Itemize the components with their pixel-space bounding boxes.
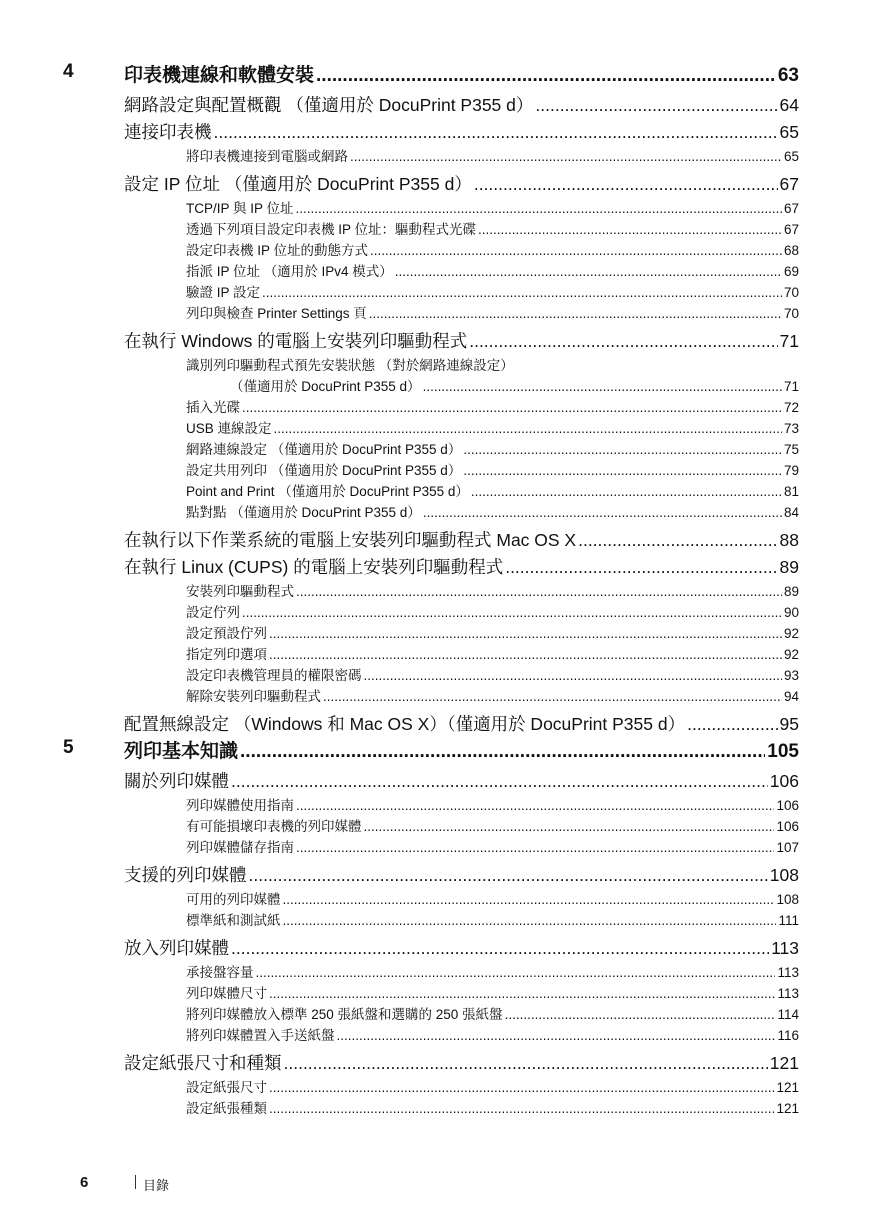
dot-leader	[395, 264, 782, 279]
dot-leader	[369, 306, 782, 321]
entry-page: 67	[783, 201, 799, 216]
subsection-entry[interactable]	[186, 643, 799, 663]
entry-title: 設定印表機 IP 位址的動態方式	[186, 243, 369, 258]
dot-leader	[463, 463, 782, 478]
entry-title: 設定共用列印 （僅適用於 DocuPrint P355 d）	[186, 463, 462, 478]
entry-page: 106	[776, 819, 799, 834]
subsection-entry[interactable]	[186, 982, 799, 1002]
subsection-entry[interactable]	[186, 622, 799, 642]
dot-leader	[283, 913, 777, 928]
subsection-entry[interactable]	[186, 888, 799, 908]
dot-leader	[469, 331, 777, 352]
entry-page: 70	[783, 285, 799, 300]
entry-page: 108	[776, 892, 799, 907]
entry-page: 90	[783, 605, 799, 620]
entry-title: 在執行 Linux (CUPS) 的電腦上安裝列印驅動程式	[124, 557, 504, 577]
entry-title: 將印表機連接到電腦或網路	[186, 149, 348, 164]
entry-page: 89	[783, 584, 799, 599]
dot-leader	[262, 285, 782, 300]
entry-page: 68	[783, 243, 799, 258]
subsection-entry[interactable]	[186, 836, 799, 856]
entry-page: 114	[777, 1007, 799, 1022]
subsection-entry[interactable]	[186, 664, 799, 684]
entry-page: 67	[783, 222, 799, 237]
entry-title: 有可能損壞印表機的列印媒體	[186, 819, 362, 834]
entry-title: USB 連線設定	[186, 421, 272, 436]
entry-title: 列印媒體使用指南	[186, 798, 294, 813]
entry-page: 111	[778, 913, 799, 928]
entry-title: 列印媒體尺寸	[186, 986, 267, 1001]
entry-title: 支援的列印媒體	[124, 865, 247, 885]
subsection-entry[interactable]	[186, 685, 799, 705]
entry-page: 121	[776, 1101, 799, 1116]
chapter-number: 5	[63, 737, 74, 758]
subsection-entry[interactable]	[186, 281, 799, 301]
entry-page: 79	[783, 463, 799, 478]
entry-title: 可用的列印媒體	[186, 892, 281, 907]
dot-leader	[269, 647, 782, 662]
entry-title: 設定紙張尺寸和種類	[124, 1053, 282, 1073]
entry-title: 設定紙張尺寸	[186, 1080, 267, 1095]
dot-leader	[463, 442, 782, 457]
entry-page: 107	[776, 840, 799, 855]
entry-page: 71	[783, 379, 799, 394]
section-entry[interactable]	[124, 328, 799, 353]
entry-page: 71	[779, 331, 799, 351]
entry-page: 89	[779, 557, 799, 577]
entry-page: 65	[783, 149, 799, 164]
entry-page: 94	[783, 689, 799, 704]
dot-leader	[323, 689, 782, 704]
subsection-entry[interactable]	[186, 396, 799, 416]
entry-title: 關於列印媒體	[124, 771, 229, 791]
footer-section-label: 目錄	[143, 1178, 170, 1193]
subsection-entry[interactable]	[186, 501, 799, 521]
entry-title: 網路連線設定 （僅適用於 DocuPrint P355 d）	[186, 442, 462, 457]
dot-leader	[231, 938, 769, 959]
entry-page: 116	[777, 1028, 799, 1043]
dot-leader	[687, 714, 777, 735]
section-entry[interactable]	[124, 92, 799, 117]
entry-title: 點對點 （僅適用於 DocuPrint P355 d）	[186, 505, 421, 520]
subsection-entry[interactable]	[186, 815, 799, 835]
entry-page: 92	[783, 626, 799, 641]
subsection-entry[interactable]	[186, 239, 799, 259]
entry-title: 列印與檢查 Printer Settings 頁	[186, 306, 367, 321]
entry-title: 放入列印媒體	[124, 938, 229, 958]
entry-title: 解除安裝列印驅動程式	[186, 689, 321, 704]
subsection-entry[interactable]	[186, 260, 799, 280]
dot-leader	[578, 530, 777, 551]
entry-page: 67	[779, 174, 799, 194]
subsection-entry[interactable]	[186, 601, 799, 621]
section-entry[interactable]	[124, 768, 799, 793]
subsection-entry[interactable]	[186, 480, 799, 500]
dot-leader	[269, 626, 782, 641]
dot-leader	[214, 122, 778, 143]
chapter-title: 列印基本知識	[124, 741, 239, 762]
entry-title: 將列印媒體放入標準 250 張紙盤和選購的 250 張紙盤	[186, 1007, 503, 1022]
entry-page: 73	[783, 421, 799, 436]
entry-title: 將列印媒體置入手送紙盤	[186, 1028, 335, 1043]
entry-page: 113	[777, 965, 799, 980]
subsection-entry[interactable]	[186, 580, 799, 600]
chapter-title-row[interactable]	[124, 60, 799, 87]
dot-leader	[370, 243, 782, 258]
chapter-title-row[interactable]	[124, 736, 799, 763]
chapter-page: 63	[777, 65, 799, 86]
subsection-entry[interactable]	[186, 1003, 799, 1023]
subsection-entry[interactable]	[186, 417, 799, 437]
entry-title: 透過下列項目設定印表機 IP 位址：驅動程式光碟	[186, 222, 477, 237]
entry-title: 設定佇列	[186, 605, 240, 620]
subsection-entry[interactable]	[186, 145, 799, 165]
entry-page: 95	[779, 714, 799, 734]
dot-leader	[256, 965, 776, 980]
entry-title: 安裝列印驅動程式	[186, 584, 294, 599]
entry-page: 113	[771, 938, 799, 958]
dot-leader	[535, 95, 777, 116]
dot-leader	[242, 605, 782, 620]
entry-page: 106	[769, 771, 799, 791]
entry-page: 93	[783, 668, 799, 683]
entry-page: 92	[783, 647, 799, 662]
entry-page: 121	[769, 1053, 799, 1073]
section-entry[interactable]	[124, 862, 799, 887]
entry-title: 設定紙張種類	[186, 1101, 267, 1116]
entry-title: 列印媒體儲存指南	[186, 840, 294, 855]
dot-leader	[269, 1101, 774, 1116]
entry-title: 網路設定與配置概觀 （僅適用於 DocuPrint P355 d）	[124, 95, 534, 115]
entry-page: 81	[783, 484, 799, 499]
subsection-entry[interactable]	[186, 354, 799, 374]
dot-leader	[350, 149, 782, 164]
subsection-entry[interactable]	[186, 794, 799, 814]
entry-title: 連接印表機	[124, 122, 212, 142]
chapter-page: 105	[767, 741, 799, 762]
section-entry[interactable]	[124, 711, 799, 736]
dot-leader	[283, 892, 775, 907]
entry-page: 88	[779, 530, 799, 550]
entry-title: TCP/IP 與 IP 位址	[186, 201, 294, 216]
entry-title: 在執行 Windows 的電腦上安裝列印驅動程式	[124, 331, 468, 351]
dot-leader	[231, 771, 768, 792]
section-entry[interactable]	[124, 1050, 799, 1075]
dot-leader	[423, 505, 782, 520]
dot-leader	[269, 1080, 774, 1095]
subsection-entry[interactable]	[186, 375, 799, 395]
dot-leader	[296, 201, 782, 216]
subsection-entry[interactable]	[186, 1076, 799, 1096]
entry-title: 配置無線設定 （Windows 和 Mac OS X）（僅適用於 DocuPrint P355 d）	[124, 714, 686, 734]
section-entry[interactable]	[124, 935, 799, 960]
entry-page: 108	[769, 865, 799, 885]
entry-page: 121	[776, 1080, 799, 1095]
entry-title: （僅適用於 DocuPrint P355 d）	[230, 379, 421, 394]
footer-page-number: 6	[80, 1174, 89, 1191]
subsection-entry[interactable]	[186, 218, 799, 238]
entry-page: 75	[783, 442, 799, 457]
dot-leader	[284, 1053, 768, 1074]
footer-divider	[135, 1175, 136, 1189]
entry-title: 設定 IP 位址 （僅適用於 DocuPrint P355 d）	[124, 174, 472, 194]
section-entry[interactable]	[124, 171, 799, 196]
entry-title: Point and Print （僅適用於 DocuPrint P355 d）	[186, 484, 469, 499]
dot-leader	[240, 741, 765, 763]
dot-leader	[296, 840, 774, 855]
section-entry[interactable]	[124, 554, 799, 579]
entry-title: 設定印表機管理員的權限密碼	[186, 668, 362, 683]
entry-title: 插入光碟	[186, 400, 240, 415]
section-entry[interactable]	[124, 527, 799, 552]
dot-leader	[364, 819, 775, 834]
dot-leader	[296, 798, 774, 813]
subsection-entry[interactable]	[186, 197, 799, 217]
dot-leader	[474, 174, 778, 195]
dot-leader	[296, 584, 782, 599]
subsection-entry[interactable]	[186, 438, 799, 458]
dot-leader	[505, 1007, 776, 1022]
entry-title: 在執行以下作業系統的電腦上安裝列印驅動程式 Mac OS X	[124, 530, 577, 550]
entry-page: 84	[783, 505, 799, 520]
section-entry[interactable]	[124, 119, 799, 144]
entry-title: 指派 IP 位址 （適用於 IPv4 模式）	[186, 264, 393, 279]
subsection-entry[interactable]	[186, 909, 799, 929]
entry-title: 標準紙和測試紙	[186, 913, 281, 928]
entry-page: 70	[783, 306, 799, 321]
entry-title: 承接盤容量	[186, 965, 254, 980]
entry-title: 設定預設佇列	[186, 626, 267, 641]
dot-leader	[242, 400, 782, 415]
subsection-entry[interactable]	[186, 1024, 799, 1044]
chapter-title: 印表機連線和軟體安裝	[124, 65, 315, 86]
dot-leader	[505, 557, 777, 578]
dot-leader	[471, 484, 782, 499]
entry-page: 113	[777, 986, 799, 1001]
subsection-entry[interactable]	[186, 459, 799, 479]
dot-leader	[316, 65, 776, 87]
entry-title: 驗證 IP 設定	[186, 285, 261, 300]
entry-page: 69	[783, 264, 799, 279]
dot-leader	[364, 668, 782, 683]
dot-leader	[274, 421, 782, 436]
dot-leader	[423, 379, 782, 394]
dot-leader	[337, 1028, 776, 1043]
entry-title: 識別列印驅動程式預先安裝狀態 （對於網路連線設定）	[186, 358, 514, 373]
entry-title: 指定列印選項	[186, 647, 267, 662]
subsection-entry[interactable]	[186, 302, 799, 322]
dot-leader	[249, 865, 768, 886]
entry-page: 64	[779, 95, 799, 115]
entry-page: 72	[783, 400, 799, 415]
subsection-entry[interactable]	[186, 961, 799, 981]
dot-leader	[269, 986, 775, 1001]
entry-page: 65	[779, 122, 799, 142]
dot-leader	[478, 222, 782, 237]
subsection-entry[interactable]	[186, 1097, 799, 1117]
entry-page: 106	[776, 798, 799, 813]
chapter-number: 4	[63, 61, 74, 82]
